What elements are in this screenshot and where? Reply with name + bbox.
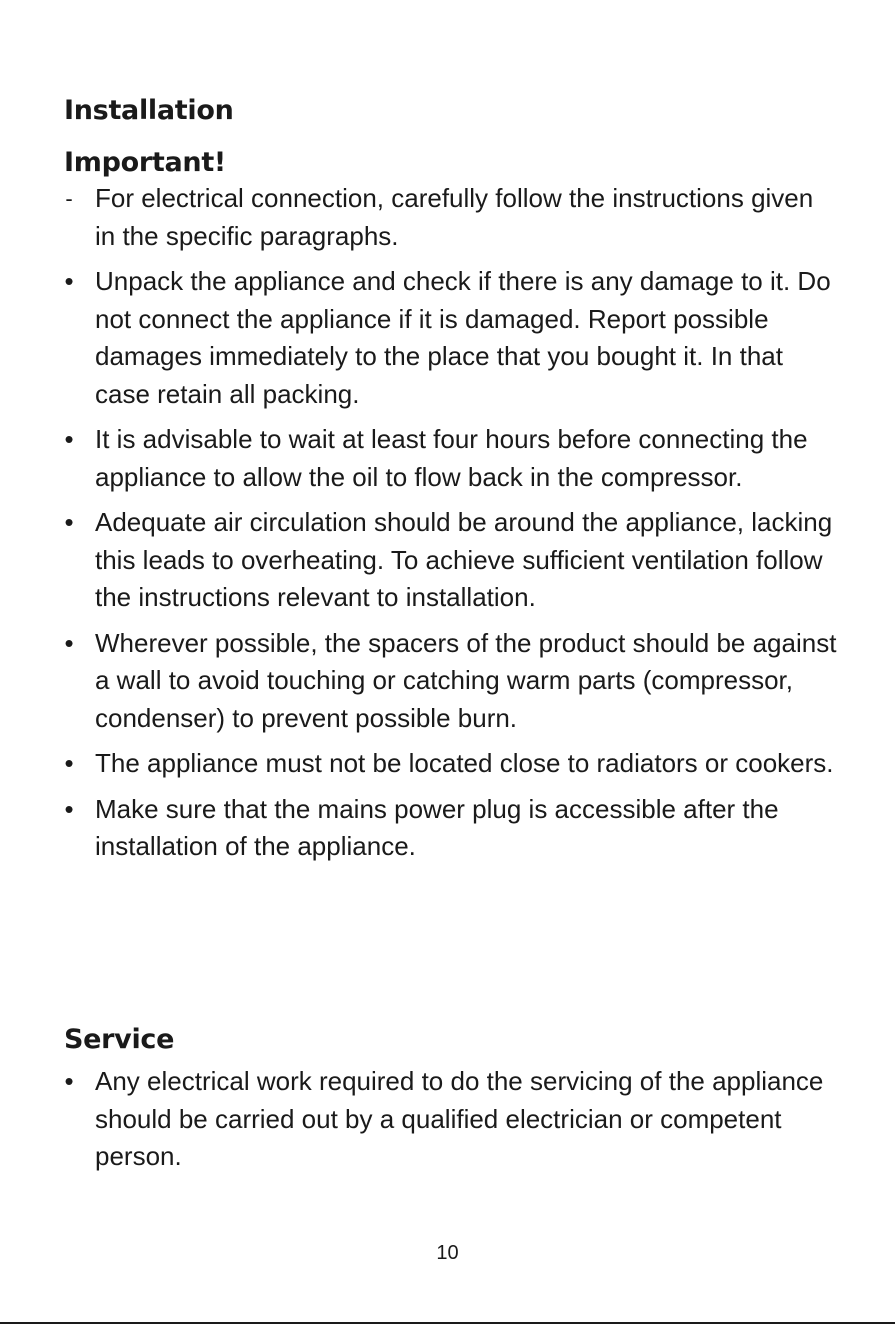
list-item-text: Wherever possible, the spacers of the product should be against a wall to avoid touching or catching warm parts (compressor, condenser) to prevent possible burn.: [95, 627, 837, 733]
bullet-icon: •: [64, 627, 74, 658]
dash-bullet: -: [65, 186, 73, 211]
bullet-icon: •: [64, 266, 74, 296]
list-item-text: For electrical connection, carefully follow the instructions given in the specific paragraphs.: [95, 183, 814, 251]
list-item: [0, 421, 840, 496]
bullet-icon: •: [64, 507, 74, 537]
list-item: [0, 180, 840, 255]
important-heading: Important!: [64, 147, 226, 178]
list-item-text: It is advisable to wait at least four hours before connecting the appliance to allow the oil to flow back in the compressor.: [95, 424, 808, 492]
page-number: 10: [436, 1242, 459, 1264]
service-heading: Service: [64, 1024, 175, 1055]
list-item-text: Unpack the appliance and check if there is any damage to it. Do not connect the appliance if it is damaged. Report possible damages immediately to the place that you bought it. In that case retain all packing.: [95, 266, 831, 409]
list-item: [0, 745, 840, 783]
bullet-icon: •: [64, 1066, 74, 1096]
list-item: [0, 263, 840, 413]
list-item: [0, 625, 840, 738]
important-list: [0, 180, 895, 874]
list-item-text: Make sure that the mains power plug is accessible after the installation of the appliance.: [95, 793, 779, 861]
service-list: [0, 1063, 895, 1176]
list-item: [0, 1063, 840, 1176]
list-item: [0, 504, 840, 617]
list-item-text: The appliance must not be located close to radiators or cookers.: [95, 748, 834, 778]
list-item-text: Any electrical work required to do the servicing of the appliance should be carried out by a qualified electrician or competent person.: [95, 1066, 824, 1171]
bullet-icon: •: [64, 793, 74, 824]
bullet-icon: •: [64, 748, 74, 778]
bullet-icon: •: [64, 424, 74, 454]
installation-heading: Installation: [64, 95, 234, 126]
list-item: [0, 791, 840, 866]
list-item-text: Adequate air circulation should be around the appliance, lacking this leads to overheating. To achieve sufficient ventilation follow the instructions relevant to installation.: [95, 507, 833, 612]
